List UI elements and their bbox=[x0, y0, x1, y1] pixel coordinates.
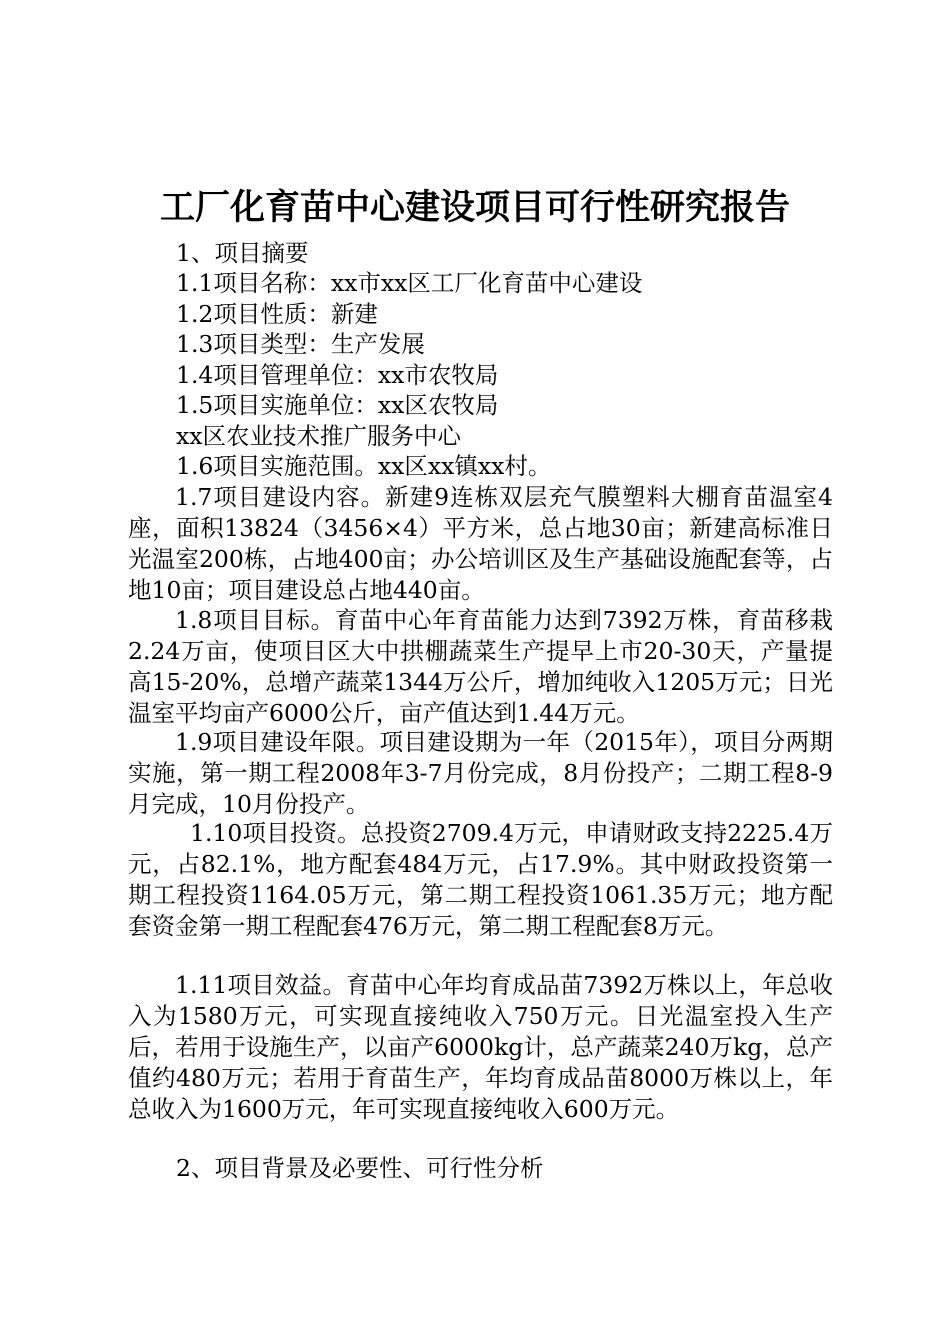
document-title: 工厂化育苗中心建设项目可行性研究报告 bbox=[159, 187, 790, 228]
item-management-unit: 1.4项目管理单位：xx市农牧局 bbox=[176, 361, 499, 389]
item-project-name: 1.1项目名称：xx市xx区工厂化育苗中心建设 bbox=[176, 269, 643, 297]
paragraph-construction-content: 1.7项目建设内容。新建9连栋双层充气膜塑料大棚育苗温室4座，面积13824（3456×4）平方米，总占地30亩；新建高标准日光温室200栋，占地400亩；办公培训区及生产基础设施配套等，占地10亩；项目建设总占地440亩。 bbox=[128, 483, 833, 604]
paragraph-benefits: 1.11项目效益。育苗中心年均育成品苗7392万株以上，年总收入为1580万元，可实现直接纯收入750万元。日光温室投入生产后，若用于设施生产，以亩产6000kg计，总产蔬菜240万kg，总产值约480万元；若用于育苗生产，年均育成品苗8000万株以上，年总收入为1600万元，年可实现直接纯收入600万元。 bbox=[128, 971, 833, 1123]
item-implementing-unit: 1.5项目实施单位：xx区农牧局 bbox=[176, 391, 499, 419]
paragraph-investment: 1.10项目投资。总投资2709.4万元，申请财政支持2225.4万元，占82.1%，地方配套484万元，占17.9%。其中财政投资第一期工程投资1164.05万元，第二期工程投资1061.35万元；地方配套资金第一期工程配套476万元，第二期工程配套8万元。 bbox=[128, 819, 833, 940]
item-project-type: 1.3项目类型：生产发展 bbox=[176, 330, 425, 358]
section-heading-2: 2、项目背景及必要性、可行性分析 bbox=[176, 1154, 544, 1182]
item-scope: 1.6项目实施范围。xx区xx镇xx村。 bbox=[176, 452, 552, 480]
item-implementing-unit-2: xx区农业技术推广服务中心 bbox=[176, 422, 462, 450]
section-heading-1: 1、项目摘要 bbox=[176, 239, 309, 267]
paragraph-objectives: 1.8项目目标。育苗中心年育苗能力达到7392万株，育苗移栽2.24万亩，使项目区大中拱棚蔬菜生产提早上市20-30天，产量提高15-20%，总增产蔬菜1344万公斤，增加纯收入1205万元；日光温室平均亩产6000公斤，亩产值达到1.44万元。 bbox=[128, 606, 833, 727]
paragraph-timeline: 1.9项目建设年限。项目建设期为一年（2015年），项目分两期实施，第一期工程2008年3-7月份完成，8月份投产；二期工程8-9月完成，10月份投产。 bbox=[128, 728, 833, 818]
item-project-nature: 1.2项目性质：新建 bbox=[176, 300, 378, 328]
